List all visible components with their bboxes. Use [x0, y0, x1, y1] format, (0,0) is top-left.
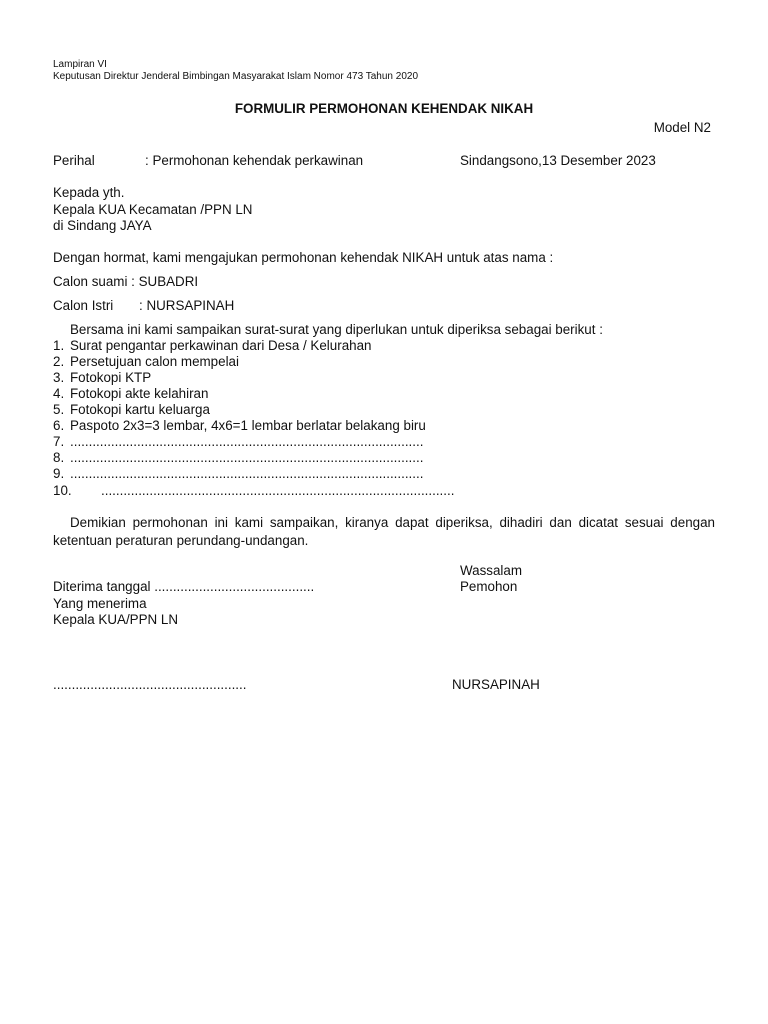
list-item-number: 4. [53, 386, 65, 401]
list-item [53, 418, 426, 433]
keputusan-text: Keputusan Direktur Jenderal Bimbingan Masyarakat Islam Nomor 473 Tahun 2020 [53, 71, 419, 82]
list-item [53, 450, 423, 465]
applicant-name: NURSAPINAH [452, 677, 540, 692]
list-item-text: ............................................................................................... [70, 466, 424, 481]
list-item [53, 370, 151, 385]
list-item-number: 9. [53, 466, 65, 481]
kepala-kua-label: Kepala KUA/PPN LN [53, 612, 179, 627]
list-item [53, 386, 208, 401]
list-item-text: Fotokopi kartu keluarga [70, 402, 210, 417]
perihal-value: : Permohonan kehendak perkawinan [145, 153, 364, 168]
list-item-number: 7. [53, 434, 65, 449]
calon-istri-value: : NURSAPINAH [139, 298, 235, 313]
opening-sentence: Dengan hormat, kami mengajukan permohonan kehendak NIKAH untuk atas nama : [53, 250, 554, 265]
list-item-number: 10. [53, 483, 72, 498]
list-intro: Bersama ini kami sampaikan surat-surat yang diperlukan untuk diperiksa sebagai berikut : [70, 322, 603, 337]
list-item-text: Paspoto 2x3=3 lembar, 4x6=1 lembar berlatar belakang biru [70, 418, 426, 433]
yang-menerima: Yang menerima [53, 596, 147, 611]
list-item [53, 402, 210, 417]
list-item [53, 434, 423, 449]
lampiran-text: Lampiran VI [53, 59, 107, 70]
recipient-line-2: Kepala KUA Kecamatan /PPN LN [53, 202, 253, 217]
perihal-label: Perihal [53, 153, 95, 168]
receiver-signature-line: .................................................... [53, 677, 247, 692]
model-label: Model N2 [653, 120, 711, 135]
list-item-number: 5. [53, 402, 65, 417]
pemohon-label: Pemohon [460, 579, 518, 594]
list-item-number: 3. [53, 370, 65, 385]
diterima-tanggal: Diterima tanggal ........................................... [53, 579, 315, 594]
list-item-text: Fotokopi akte kelahiran [70, 386, 209, 401]
calon-istri-label: Calon Istri [53, 298, 114, 313]
list-item [53, 466, 423, 481]
list-item-text: Persetujuan calon mempelai [70, 354, 239, 369]
place-date: Sindangsono,13 Desember 2023 [460, 153, 656, 168]
list-item-text: ............................................................................................... [70, 434, 424, 449]
list-item-text: ............................................................................................... [70, 450, 424, 465]
list-item [53, 354, 239, 369]
list-item-number: 1. [53, 338, 65, 353]
closing-paragraph: Demikian permohonan ini kami sampaikan, kiranya dapat diperiksa, dihadiri dan dicatat sesuai dengan ketentuan peraturan perundang-undangan. [53, 515, 715, 548]
wassalam-text: Wassalam [460, 563, 523, 578]
list-item-number: 2. [53, 354, 65, 369]
list-item-number: 8. [53, 450, 65, 465]
list-item-text: Surat pengantar perkawinan dari Desa / Kelurahan [70, 338, 372, 353]
calon-suami: Calon suami : SUBADRI [53, 274, 199, 289]
list-item-text: ............................................................................................... [101, 483, 455, 498]
form-title: FORMULIR PERMOHONAN KEHENDAK NIKAH [234, 101, 534, 116]
recipient-line-1: Kepada yth. [53, 185, 125, 200]
list-item [53, 338, 371, 353]
recipient-line-3: di Sindang JAYA [53, 218, 152, 233]
list-item-text: Fotokopi KTP [70, 370, 152, 385]
list-item-number: 6. [53, 418, 65, 433]
list-item [53, 483, 454, 498]
